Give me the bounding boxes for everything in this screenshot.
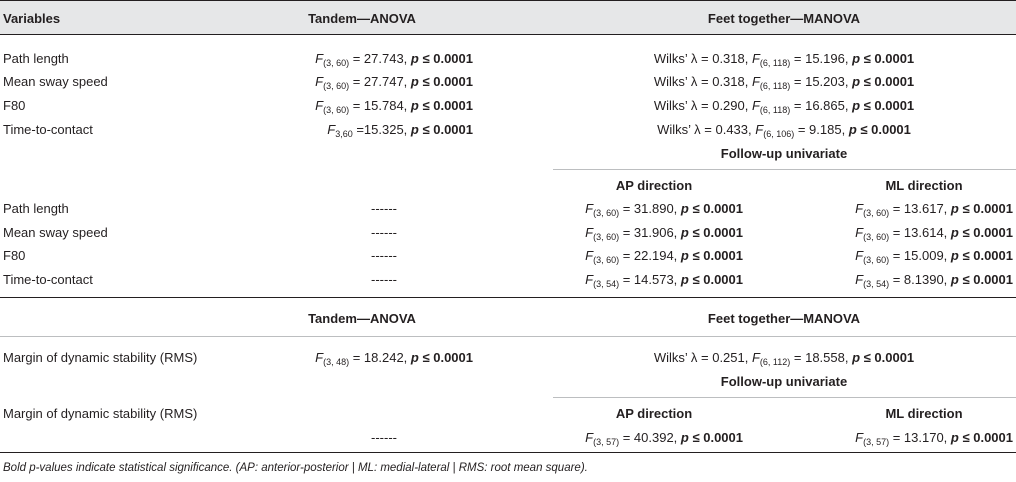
ap-stat [585, 430, 743, 446]
p-value: ≤ 0.0001 [958, 430, 1013, 445]
f-symbol: F [585, 272, 594, 287]
p-value: ≤ 0.0001 [418, 122, 473, 137]
f-value: = 15.784, [349, 98, 411, 113]
feet-stat [654, 74, 914, 90]
feet-stat [654, 98, 914, 114]
f-value: = 18.242, [349, 350, 411, 365]
f-value: = 15.009, [889, 248, 951, 263]
f-value: = 18.558, [790, 350, 853, 365]
p-value: ≤ 0.0001 [856, 122, 911, 137]
p-symbol: p [410, 74, 419, 89]
p-symbol: p [852, 98, 861, 113]
p-value: ≤ 0.0001 [860, 74, 915, 89]
f-value: = 27.747, [349, 74, 411, 89]
p-symbol: p [410, 51, 419, 66]
f-symbol: F [855, 272, 864, 287]
p-value: ≤ 0.0001 [860, 51, 915, 66]
stat-prefix: Wilks’ λ = 0.251, [653, 350, 752, 365]
f-value: = 15.203, [790, 74, 853, 89]
stat-prefix: Wilks’ λ = 0.433, [657, 122, 756, 137]
f-value: =15.325, [352, 122, 411, 137]
p-symbol: p [852, 350, 861, 365]
tandem-dash: ------ [371, 225, 397, 240]
variable-label: Path length [3, 51, 69, 66]
table-header-background [0, 0, 1016, 34]
p-value: ≤ 0.0001 [688, 430, 743, 445]
p-value: ≤ 0.0001 [958, 248, 1013, 263]
p-value: ≤ 0.0001 [418, 98, 473, 113]
variable-label: Margin of dynamic stability (RMS) [3, 350, 198, 365]
ml-stat [855, 225, 1013, 241]
ml-stat [855, 430, 1013, 446]
degrees-of-freedom: (6, 106) [763, 129, 795, 139]
p-symbol: p [950, 225, 959, 240]
degrees-of-freedom: (3, 54) [593, 279, 620, 289]
section2-univariate-label: Margin of dynamic stability (RMS) [3, 406, 198, 421]
variable-label: Mean sway speed [3, 225, 108, 240]
section2-ml-header: ML direction [885, 406, 963, 421]
footnote: Bold p-values indicate statistical significance. (AP: anterior-posterior | ML: medial-lateral | RMS: root mean square). [3, 462, 588, 474]
degrees-of-freedom: (6, 112) [759, 357, 791, 367]
p-value: ≤ 0.0001 [860, 98, 915, 113]
f-value: = 22.194, [619, 248, 681, 263]
degrees-of-freedom: (3, 60) [593, 255, 620, 265]
degrees-of-freedom: (3, 60) [593, 232, 620, 242]
p-value: ≤ 0.0001 [688, 201, 743, 216]
p-symbol: p [950, 430, 959, 445]
variable-label: Path length [3, 201, 69, 216]
tandem-stat [315, 98, 473, 114]
f-symbol: F [855, 225, 864, 240]
header-variables: Variables [3, 11, 61, 26]
degrees-of-freedom: (3, 60) [863, 232, 890, 242]
f-value: = 14.573, [619, 272, 681, 287]
ml-stat [855, 248, 1013, 264]
followup-divider [553, 169, 1016, 170]
p-symbol: p [950, 272, 959, 287]
degrees-of-freedom: (3, 60) [323, 81, 350, 91]
f-value: = 13.617, [889, 201, 951, 216]
f-symbol: F [751, 74, 760, 89]
degrees-of-freedom: (6, 118) [759, 58, 791, 68]
degrees-of-freedom: (3, 54) [863, 279, 890, 289]
degrees-of-freedom: 3,60 [335, 129, 353, 139]
degrees-of-freedom: (6, 118) [759, 81, 791, 91]
p-value: ≤ 0.0001 [860, 350, 915, 365]
tandem-dash: ------ [371, 248, 397, 263]
f-value: = 13.614, [889, 225, 951, 240]
f-symbol: F [751, 98, 760, 113]
p-value: ≤ 0.0001 [688, 248, 743, 263]
f-symbol: F [315, 74, 324, 89]
f-value: = 15.196, [790, 51, 853, 66]
f-symbol: F [585, 248, 594, 263]
tandem-stat [315, 74, 473, 90]
variable-label: Time-to-contact [3, 272, 93, 287]
p-value: ≤ 0.0001 [418, 74, 473, 89]
variable-label: F80 [3, 248, 26, 263]
p-symbol: p [410, 350, 419, 365]
f-value: = 31.890, [619, 201, 681, 216]
tandem-stat [327, 122, 473, 138]
section2-tandem-header: Tandem—ANOVA [308, 311, 416, 326]
degrees-of-freedom: (3, 60) [863, 208, 890, 218]
f-symbol: F [855, 201, 864, 216]
degrees-of-freedom: (3, 48) [323, 357, 350, 367]
header-rule [0, 34, 1016, 35]
p-value: ≤ 0.0001 [958, 201, 1013, 216]
f-symbol: F [855, 430, 864, 445]
p-symbol: p [950, 248, 959, 263]
p-symbol: p [852, 51, 861, 66]
variable-label: Mean sway speed [3, 74, 108, 89]
degrees-of-freedom: (3, 60) [593, 208, 620, 218]
top-rule [0, 0, 1016, 1]
p-value: ≤ 0.0001 [688, 225, 743, 240]
variable-label: Time-to-contact [3, 122, 93, 137]
f-symbol: F [315, 51, 324, 66]
section2-feet-header: Feet together—MANOVA [707, 311, 861, 326]
p-value: ≤ 0.0001 [418, 350, 473, 365]
tandem-stat [315, 350, 473, 366]
ml-stat [855, 201, 1013, 217]
p-symbol: p [680, 201, 689, 216]
f-value: = 16.865, [790, 98, 853, 113]
f-value: = 31.906, [619, 225, 681, 240]
feet-stat [657, 122, 911, 138]
tandem-dash: ------ [371, 430, 397, 445]
f-symbol: F [755, 122, 764, 137]
ap-direction-header: AP direction [615, 178, 693, 193]
stat-prefix: Wilks’ λ = 0.290, [653, 98, 752, 113]
tandem-dash: ------ [371, 201, 397, 216]
f-symbol: F [751, 51, 760, 66]
degrees-of-freedom: (3, 60) [863, 255, 890, 265]
p-value: ≤ 0.0001 [958, 225, 1013, 240]
p-symbol: p [680, 225, 689, 240]
degrees-of-freedom: (6, 118) [759, 105, 791, 115]
ap-stat [585, 201, 743, 217]
p-symbol: p [680, 430, 689, 445]
header-feet-together-manova: Feet together—MANOVA [707, 11, 861, 26]
tandem-dash: ------ [371, 272, 397, 287]
p-symbol: p [410, 122, 419, 137]
degrees-of-freedom: (3, 60) [323, 58, 350, 68]
f-symbol: F [585, 225, 594, 240]
f-symbol: F [751, 350, 760, 365]
ml-stat [855, 272, 1013, 288]
tandem-stat [315, 51, 473, 67]
section2-header-divider [0, 336, 1016, 337]
p-symbol: p [852, 74, 861, 89]
degrees-of-freedom: (3, 57) [593, 437, 620, 447]
stat-prefix: Wilks’ λ = 0.318, [653, 51, 752, 66]
f-value: = 8.1390, [889, 272, 951, 287]
degrees-of-freedom: (3, 57) [863, 437, 890, 447]
f-value: = 27.743, [349, 51, 411, 66]
p-value: ≤ 0.0001 [958, 272, 1013, 287]
section-rule [0, 297, 1016, 298]
f-value: = 9.185, [794, 122, 849, 137]
f-symbol: F [585, 201, 594, 216]
section2-ap-header: AP direction [615, 406, 693, 421]
feet-stat [654, 51, 914, 67]
p-symbol: p [410, 98, 419, 113]
stat-prefix: Wilks’ λ = 0.318, [653, 74, 752, 89]
f-symbol: F [315, 98, 324, 113]
degrees-of-freedom: (3, 60) [323, 105, 350, 115]
f-symbol: F [315, 350, 324, 365]
bottom-rule [0, 452, 1016, 453]
followup-univariate-label: Follow-up univariate [720, 146, 848, 161]
section2-followup-divider [553, 397, 1016, 398]
f-symbol: F [327, 122, 336, 137]
p-symbol: p [848, 122, 857, 137]
f-symbol: F [855, 248, 864, 263]
f-value: = 40.392, [619, 430, 681, 445]
p-symbol: p [680, 248, 689, 263]
section2-followup-label: Follow-up univariate [720, 374, 848, 389]
p-value: ≤ 0.0001 [688, 272, 743, 287]
p-symbol: p [680, 272, 689, 287]
ap-stat [585, 248, 743, 264]
p-value: ≤ 0.0001 [418, 51, 473, 66]
ap-stat [585, 225, 743, 241]
variable-label: F80 [3, 98, 26, 113]
header-tandem-anova: Tandem—ANOVA [308, 11, 416, 26]
f-symbol: F [585, 430, 594, 445]
f-value: = 13.170, [889, 430, 951, 445]
p-symbol: p [950, 201, 959, 216]
ap-stat [585, 272, 743, 288]
feet-stat [654, 350, 914, 366]
ml-direction-header: ML direction [885, 178, 963, 193]
